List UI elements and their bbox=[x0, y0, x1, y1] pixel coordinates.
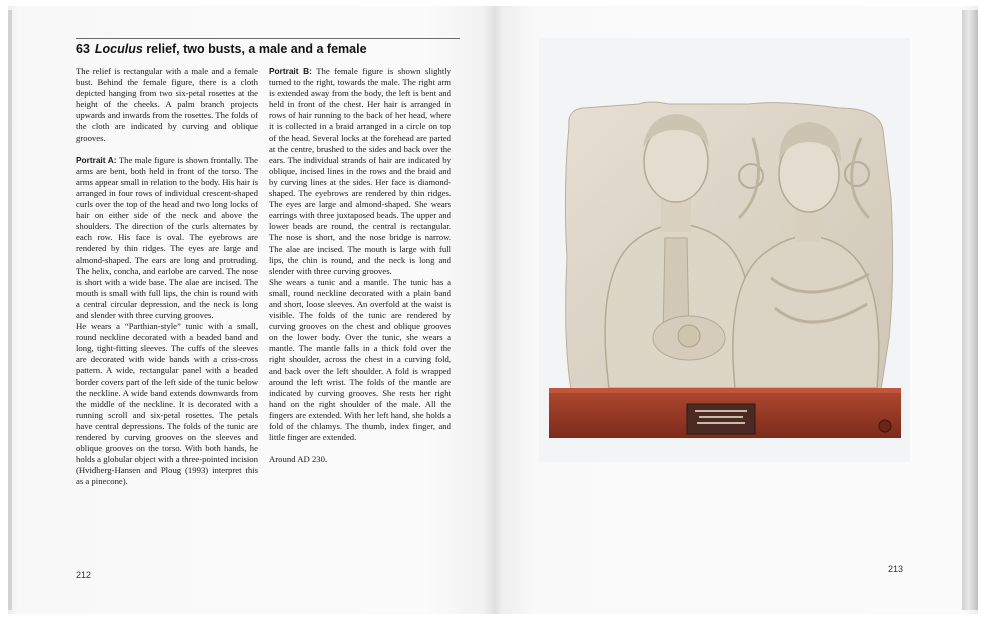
portrait-b-dress-paragraph: She wears a tunic and a mantle. The tunic has a small, round neckline decorated with a plain band and short, loose sleeves. An overfold at the waist is visible. The folds of the tunic are rendered by curving grooves on the chest and oblique grooves on the lower body. Over the tunic, she wears a mantle. The mantle falls in a thick fold over the right shoulder, across the chest in a curving fold, and back over the left shoulder. A fold is wrapped around the left wrist. The folds of the mantle are indicated by curving grooves. She rests her right hand on the right shoulder of the male. All the fingers are extended. With her left hand, she holds a fold of the chlamys. The thumb, index finger, and little finger are extended. bbox=[269, 276, 451, 443]
text-column-left bbox=[76, 66, 258, 487]
entry-number: 63 bbox=[76, 42, 90, 56]
date-paragraph: Around AD 230. bbox=[269, 454, 328, 465]
page-number-left: 212 bbox=[76, 570, 92, 580]
palmyrene-relief-photo-icon bbox=[539, 38, 910, 462]
text-column-right bbox=[269, 66, 451, 465]
portrait-b-label: Portrait B: bbox=[269, 66, 312, 76]
intro-paragraph: The relief is rectangular with a male and a female bust. Behind the female figure, there is a cloth depicted hanging from two six-petal rosettes at the height of the cheeks. A palm branch projects upwards and inwards from the rosettes. The folds of the cloth are indicated by curving and oblique grooves. bbox=[76, 66, 258, 143]
entry-title: relief, two busts, a male and a female bbox=[142, 42, 367, 56]
portrait-a-dress-paragraph: He wears a “Parthian-style” tunic with a small, round neckline decorated with a beaded band and long, tight-fitting sleeves. The cuffs of the sleeves are decorated with wide bands with a criss-cross pattern. A wide, rectangular panel with a beaded border covers part of the left side of the tunic below the neckline. A wide band extends downwards from the middle of the neckline. It is decorated with a running scroll and six-petal rosettes. The petals have central depressions. The folds of the tunic are rendered by curving grooves on the sleeves and oblique grooves on the torso. With both hands, he holds a globular object with a three-pointed incision (Hvidberg-Hansen and Ploug (1993) interpret this as a pinecone). bbox=[76, 321, 258, 487]
entry-heading bbox=[76, 42, 466, 56]
page-number-right: 213 bbox=[888, 564, 904, 574]
portrait-a-text: The male figure is shown frontally. The arms are bent, both held in front of the torso. The arms appear small in relation to the body. His hair is arranged in four rows of individual crescent-shaped curls over the top of the head and two long locks of hair on either side of the neck and above the shoulders. The direction of the curls alternates by each row. His face is oval. The eyebrows are rendered by thin ridges. The eyes are large and almond-shaped. The ears are long and protruding. The helix, concha, and earlobe are carved. The nose is short with a wide base. The alae are incised. The mouth is small with full lips, the chin is round with a central circular depression, and the neck is long and slender with three curving grooves. bbox=[76, 154, 259, 320]
page-edge-left bbox=[8, 10, 12, 610]
page-left bbox=[8, 6, 494, 614]
page-edge-right bbox=[962, 10, 978, 610]
entry-title-italic: Loculus bbox=[94, 42, 143, 56]
relief-illustration bbox=[539, 38, 910, 462]
portrait-b-paragraph bbox=[269, 66, 451, 277]
portrait-b-text: The female figure is shown slightly turned to the right, towards the male. The right arm is extended away from the body, the left is bent and held in front of the chest. Her hair is arranged in rows of hair running to the back of her head, where it is collected in a braid arranged in a circle on top of the head. Several locks at the forehead are parted at the centre, brushed to the sides and back over the ears. The individual strands of hair are indicated by oblique, incised lines in the rows and the braid and by curving lines at the sides. Her face is diamond-shaped. The eyebrows are rendered by thin ridges. The eyes are large and almond-shaped. She wears earrings with three juxtaposed beads. The upper and lower beads are round, the central is rectangular. The nose is short, and the nose bridge is narrow. The alae are incised. The mouth is large with full lips, the chin is round, and the neck is long and slender with three curving grooves. bbox=[269, 66, 451, 276]
heading-rule bbox=[76, 38, 460, 39]
portrait-a-paragraph bbox=[76, 155, 258, 321]
portrait-a-label: Portrait A: bbox=[76, 154, 117, 165]
